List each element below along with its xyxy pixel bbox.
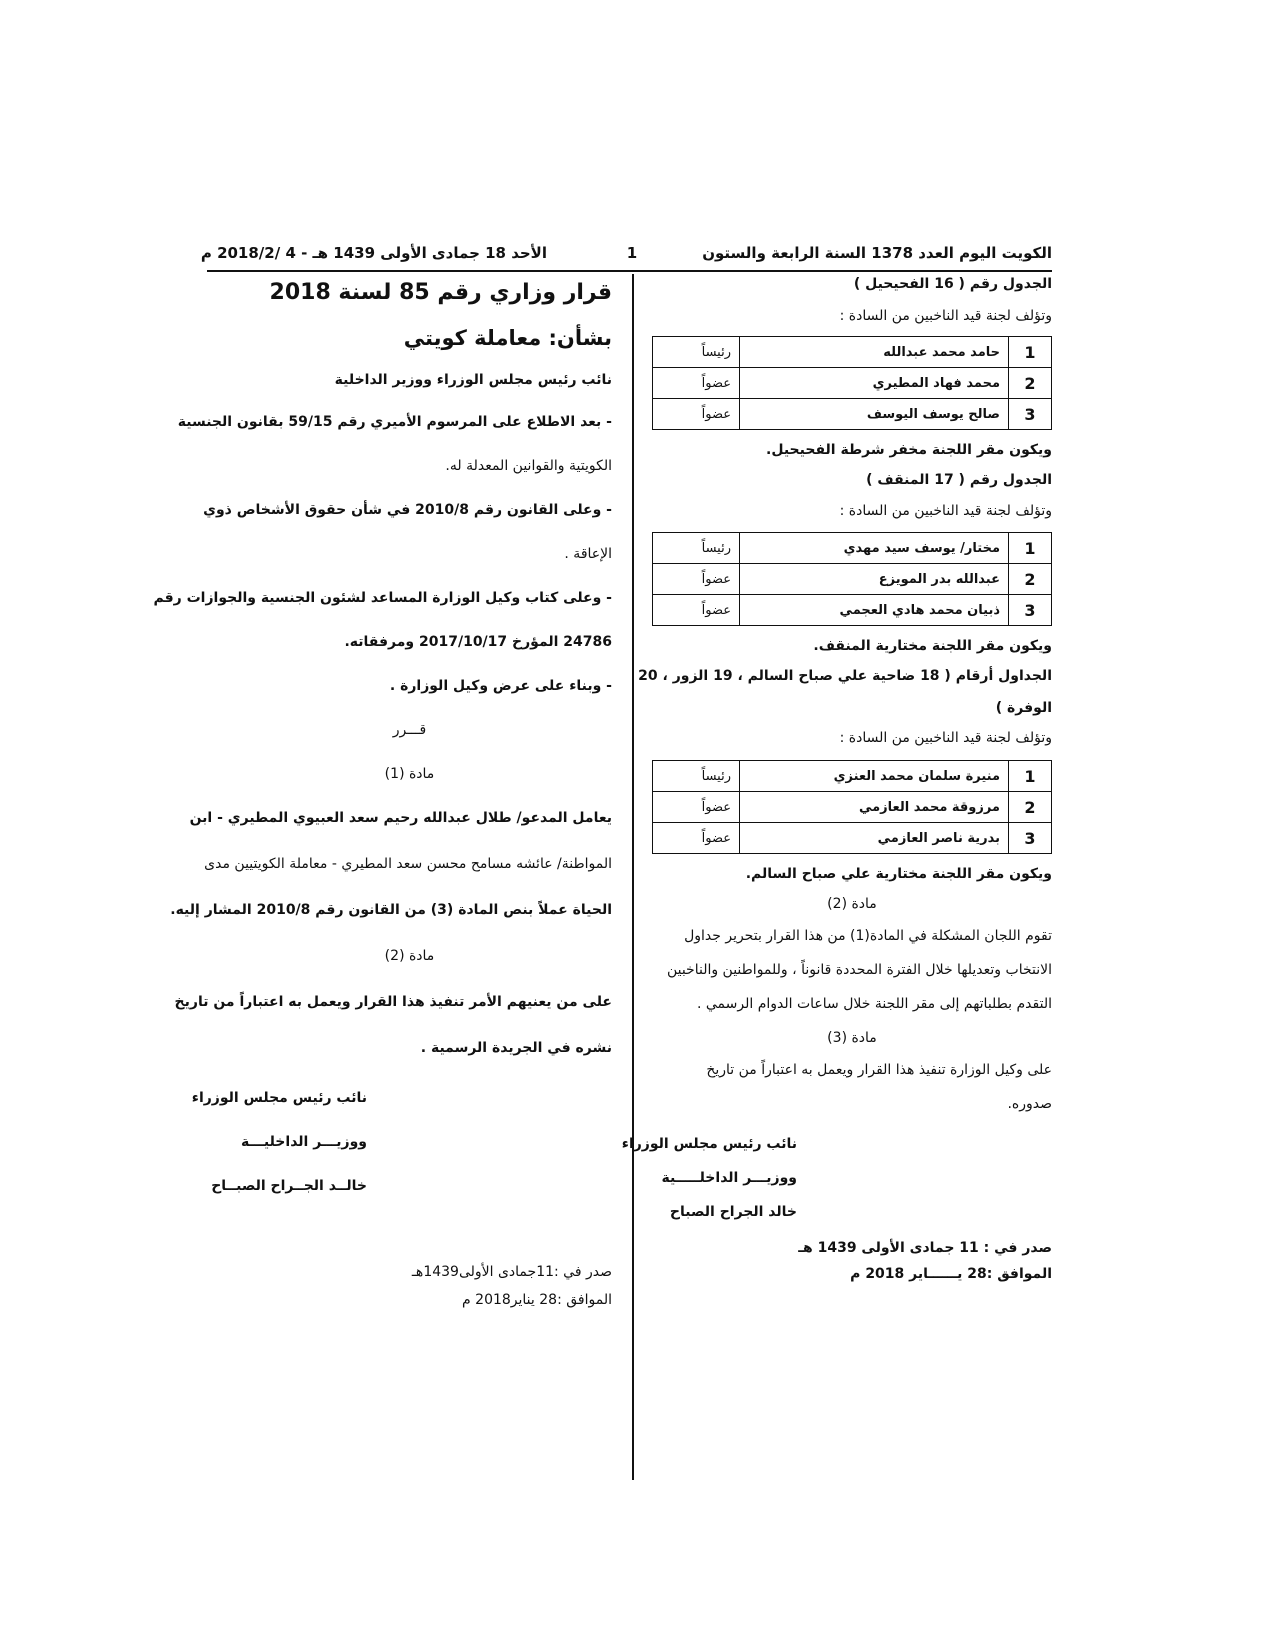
table-row	[653, 337, 1052, 368]
member-role: رئيساً	[653, 337, 740, 368]
member-number: 1	[1009, 761, 1052, 792]
member-name: مختار/ يوسف سيد مهدي	[740, 533, 1009, 564]
member-number: 2	[1009, 792, 1052, 823]
schedule16-seat: ويكون مقر اللجنة مخفر شرطة الفحيحيل.	[766, 442, 1052, 458]
left-article1-line: المواطنة/ عائشه مسامح محسن سعد المطيري - معاملة الكويتيين مدى	[204, 856, 612, 872]
member-number: 1	[1009, 337, 1052, 368]
table-row	[653, 595, 1052, 626]
member-role: رئيساً	[653, 761, 740, 792]
member-name: ذبيان محمد هادي العجمي	[740, 595, 1009, 626]
schedule18-intro: وتؤلف لجنة قيد الناخبين من السادة :	[839, 730, 1052, 746]
member-role: عضواً	[653, 564, 740, 595]
table-row	[653, 399, 1052, 430]
right-article2-line: التقدم بطلباتهم إلى مقر اللجنة خلال ساعات الدوام الرسمي .	[696, 996, 1052, 1012]
preamble-line: 24786 المؤرخ 2017/10/17 ومرفقاته.	[344, 634, 612, 650]
right-article2-line: تقوم اللجان المشكلة في المادة(1) من هذا القرار بتحرير جداول	[684, 928, 1052, 944]
left-signature-name: خالــد الجــراح الصبــاح	[211, 1178, 367, 1194]
left-corresponding-date: الموافق :28 يناير2018 م	[462, 1292, 612, 1308]
table-row	[653, 564, 1052, 595]
right-article3-line: على وكيل الوزارة تنفيذ هذا القرار ويعمل به اعتباراً من تاريخ	[706, 1062, 1052, 1078]
left-article2-heading: مادة (2)	[384, 948, 435, 964]
left-article2-line: نشره في الجريدة الرسمية .	[420, 1040, 612, 1056]
member-number: 2	[1009, 564, 1052, 595]
member-role: رئيساً	[653, 533, 740, 564]
header-issue-info: الكويت اليوم العدد 1378 السنة الرابعة والستون	[702, 244, 1052, 262]
member-number: 3	[1009, 595, 1052, 626]
left-article2-line: على من يعنيهم الأمر تنفيذ هذا القرار ويعمل به اعتباراً من تاريخ	[174, 994, 612, 1010]
member-number: 2	[1009, 368, 1052, 399]
left-article1-line: الحياة عملاً بنص المادة (3) من القانون رقم 2010/8 المشار إليه.	[170, 902, 612, 918]
schedule17-seat: ويكون مقر اللجنة مختارية المنقف.	[813, 638, 1052, 654]
member-name: محمد فهاد المطيري	[740, 368, 1009, 399]
schedule17-heading: الجدول رقم ( 17 المنقف )	[866, 472, 1052, 488]
decision-title: قرار وزاري رقم 85 لسنة 2018	[269, 280, 612, 305]
table-row	[653, 792, 1052, 823]
preamble-line: - وبناء على عرض وكيل الوزارة .	[389, 678, 612, 694]
member-number: 3	[1009, 823, 1052, 854]
schedule16-intro: وتؤلف لجنة قيد الناخبين من السادة :	[839, 308, 1052, 324]
decided-heading: قـــرر	[392, 722, 427, 738]
schedule17-table	[652, 532, 1052, 626]
member-role: عضواً	[653, 399, 740, 430]
header-date: الأحد 18 جمادى الأولى 1439 هـ - 4 /2018/2 م	[200, 244, 547, 262]
preamble-line: الإعاقة .	[564, 546, 612, 562]
preamble-line: - وعلى كتاب وكيل الوزارة المساعد لشئون الجنسية والجوازات رقم	[153, 590, 612, 606]
member-name: حامد محمد عبدالله	[740, 337, 1009, 368]
member-number: 1	[1009, 533, 1052, 564]
left-article1-line: يعامل المدعو/ طلال عبدالله رحيم سعد العبيوي المطيري - ابن	[189, 810, 612, 826]
table-row	[653, 368, 1052, 399]
right-corresponding-date: الموافق :28 يــــــاير 2018 م	[850, 1266, 1052, 1282]
member-name: منيرة سلمان محمد العنزي	[740, 761, 1009, 792]
member-name: صالح يوسف اليوسف	[740, 399, 1009, 430]
member-name: بدرية ناصر العازمي	[740, 823, 1009, 854]
member-role: عضواً	[653, 595, 740, 626]
left-issued-date: صدر في :11جمادى الأولى1439هـ	[411, 1264, 612, 1280]
schedule18-heading: الجداول أرقام ( 18 ضاحية علي صباح السالم ، 19 الزور ، 20	[638, 668, 1052, 684]
schedule16-table	[652, 336, 1052, 430]
schedule18-table	[652, 760, 1052, 854]
left-article1-heading: مادة (1)	[384, 766, 435, 782]
schedule16-heading: الجدول رقم ( 16 الفحيحيل )	[853, 276, 1052, 292]
schedule18-seat: ويكون مقر اللجنة مختارية علي صباح السالم.	[745, 866, 1052, 882]
left-signature-line: نائب رئيس مجلس الوزراء	[191, 1090, 367, 1106]
member-number: 3	[1009, 399, 1052, 430]
right-article3-line: صدوره.	[1007, 1096, 1052, 1112]
right-article2-heading: مادة (2)	[827, 896, 877, 912]
schedule17-intro: وتؤلف لجنة قيد الناخبين من السادة :	[839, 503, 1052, 519]
member-name: عبدالله بدر المويزع	[740, 564, 1009, 595]
right-issued-date: صدر في : 11 جمادى الأولى 1439 هـ	[798, 1240, 1052, 1256]
right-signature-name: خالد الجراح الصباح	[669, 1204, 797, 1220]
left-signature-line: ووزيـــر الداخليـــة	[241, 1134, 367, 1150]
header-rule	[207, 270, 1052, 272]
preamble-line: - بعد الاطلاع على المرسوم الأميري رقم 59/15 بقانون الجنسية	[177, 414, 612, 430]
member-role: عضواً	[653, 792, 740, 823]
right-article3-heading: مادة (3)	[827, 1030, 877, 1046]
schedule18-heading-cont: الوفرة )	[995, 700, 1052, 716]
member-name: مرزوقة محمد العازمي	[740, 792, 1009, 823]
preamble-line: الكويتية والقوانين المعدلة له.	[445, 458, 612, 474]
column-divider	[632, 274, 634, 1480]
preamble-line: - وعلى القانون رقم 2010/8 في شأن حقوق الأشخاص ذوي	[203, 502, 612, 518]
right-article2-line: الانتخاب وتعديلها خلال الفترة المحددة قانوناً ، وللمواطنين والناخبين	[666, 962, 1052, 978]
right-signature-line: نائب رئيس مجلس الوزراء	[621, 1136, 797, 1152]
header-page-number: 1	[626, 244, 638, 262]
member-role: عضواً	[653, 368, 740, 399]
decision-issuer: نائب رئيس مجلس الوزراء ووزير الداخلية	[334, 372, 612, 388]
decision-subject: بشأن: معاملة كويتي	[403, 326, 612, 350]
table-row	[653, 533, 1052, 564]
table-row	[653, 761, 1052, 792]
right-signature-line: ووزيـــر الداخلـــــية	[661, 1170, 797, 1186]
member-role: عضواً	[653, 823, 740, 854]
table-row	[653, 823, 1052, 854]
